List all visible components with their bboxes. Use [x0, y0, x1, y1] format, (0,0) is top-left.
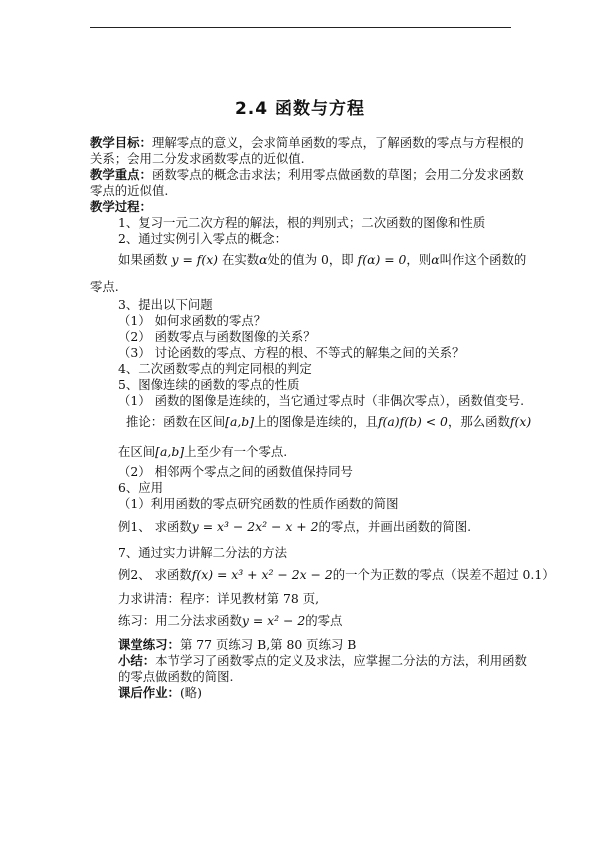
- objectives-line-2: 关系；会用二分发求函数零点的近似值.: [90, 151, 305, 166]
- question-3: （3） 讨论函数的零点、方程的根、不等式的解集之间的关系？: [118, 345, 465, 360]
- application-1: （1）利用函数的零点研究函数的性质作函数的简图: [118, 496, 399, 511]
- summary-line-1: 小结：本节学习了函数零点的定义及求法，应掌握二分法的方法，利用函数: [118, 653, 527, 668]
- step-6: 6、应用: [118, 480, 164, 495]
- header-rule: [90, 27, 511, 28]
- key-points-line-1: 教学重点：函数零点的概念击求法；利用零点做函数的草图；会用二分发求函数: [90, 167, 524, 182]
- objectives-line-1: 教学目标：理解零点的意义，会求简单函数的零点，了解函数的零点与方程根的: [90, 135, 524, 150]
- practice-line: 练习：用二分法求函数y = x² − 2的零点: [118, 613, 343, 628]
- question-2: （2） 函数零点与函数图像的关系？: [118, 329, 316, 344]
- property-1: （1） 函数的图像是连续的，当它通过零点时（非偶次零点），函数值变号.: [118, 393, 525, 408]
- class-practice-label: 课堂练习：: [118, 637, 180, 652]
- step-7: 7、通过实力讲解二分法的方法: [118, 545, 287, 560]
- step-3: 3、提出以下问题: [118, 297, 213, 312]
- objectives-label: 教学目标：: [90, 135, 152, 150]
- example-2: 例2、 求函数f(x) = x³ + x² − 2x − 2的一个为正数的零点（误差不超过 0.1）: [118, 567, 555, 582]
- class-practice: 课堂练习：第 77 页练习 B,第 80 页练习 B: [118, 637, 357, 652]
- step-1: 1、复习一元二次方程的解法，根的判别式；二次函数的图像和性质: [118, 215, 486, 230]
- key-points-line-2: 零点的近似值.: [90, 183, 169, 198]
- summary-label: 小结：: [118, 653, 156, 668]
- lecture-note: 力求讲清：程序：详见教材第 78 页,: [118, 591, 320, 606]
- corollary-continuation: 在区间[a,b]上至少有一个零点.: [118, 444, 288, 459]
- process-label: 教学过程：: [90, 199, 152, 214]
- definition-line: 如果函数 y = f(x) 在实数α处的值为 0，即 f(α) = 0，则α叫作这个函数的: [118, 252, 527, 267]
- step-5: 5、图像连续的函数的零点的性质: [118, 377, 300, 392]
- summary-line-2: 的零点做函数的简图.: [118, 669, 234, 684]
- corollary-line: 推论：函数在区间[a,b]上的图像是连续的，且f(a)f(b) < 0，那么函数f(x): [126, 414, 532, 429]
- example-1: 例1、 求函数y = x³ − 2x² − x + 2的零点，并画出函数的简图.: [118, 519, 472, 534]
- key-points-label: 教学重点：: [90, 167, 152, 182]
- step-4: 4、二次函数零点的判定同根的判定: [118, 361, 312, 376]
- definition-continuation: 零点.: [90, 279, 119, 294]
- homework-label: 课后作业：: [118, 685, 180, 700]
- property-2: （2） 相邻两个零点之间的函数值保持同号: [118, 464, 353, 479]
- question-1: （1） 如何求函数的零点？: [118, 313, 267, 328]
- page-title: 2.4 函数与方程: [234, 99, 366, 119]
- step-2: 2、通过实例引入零点的概念：: [118, 231, 287, 246]
- homework: 课后作业：(略): [118, 685, 203, 700]
